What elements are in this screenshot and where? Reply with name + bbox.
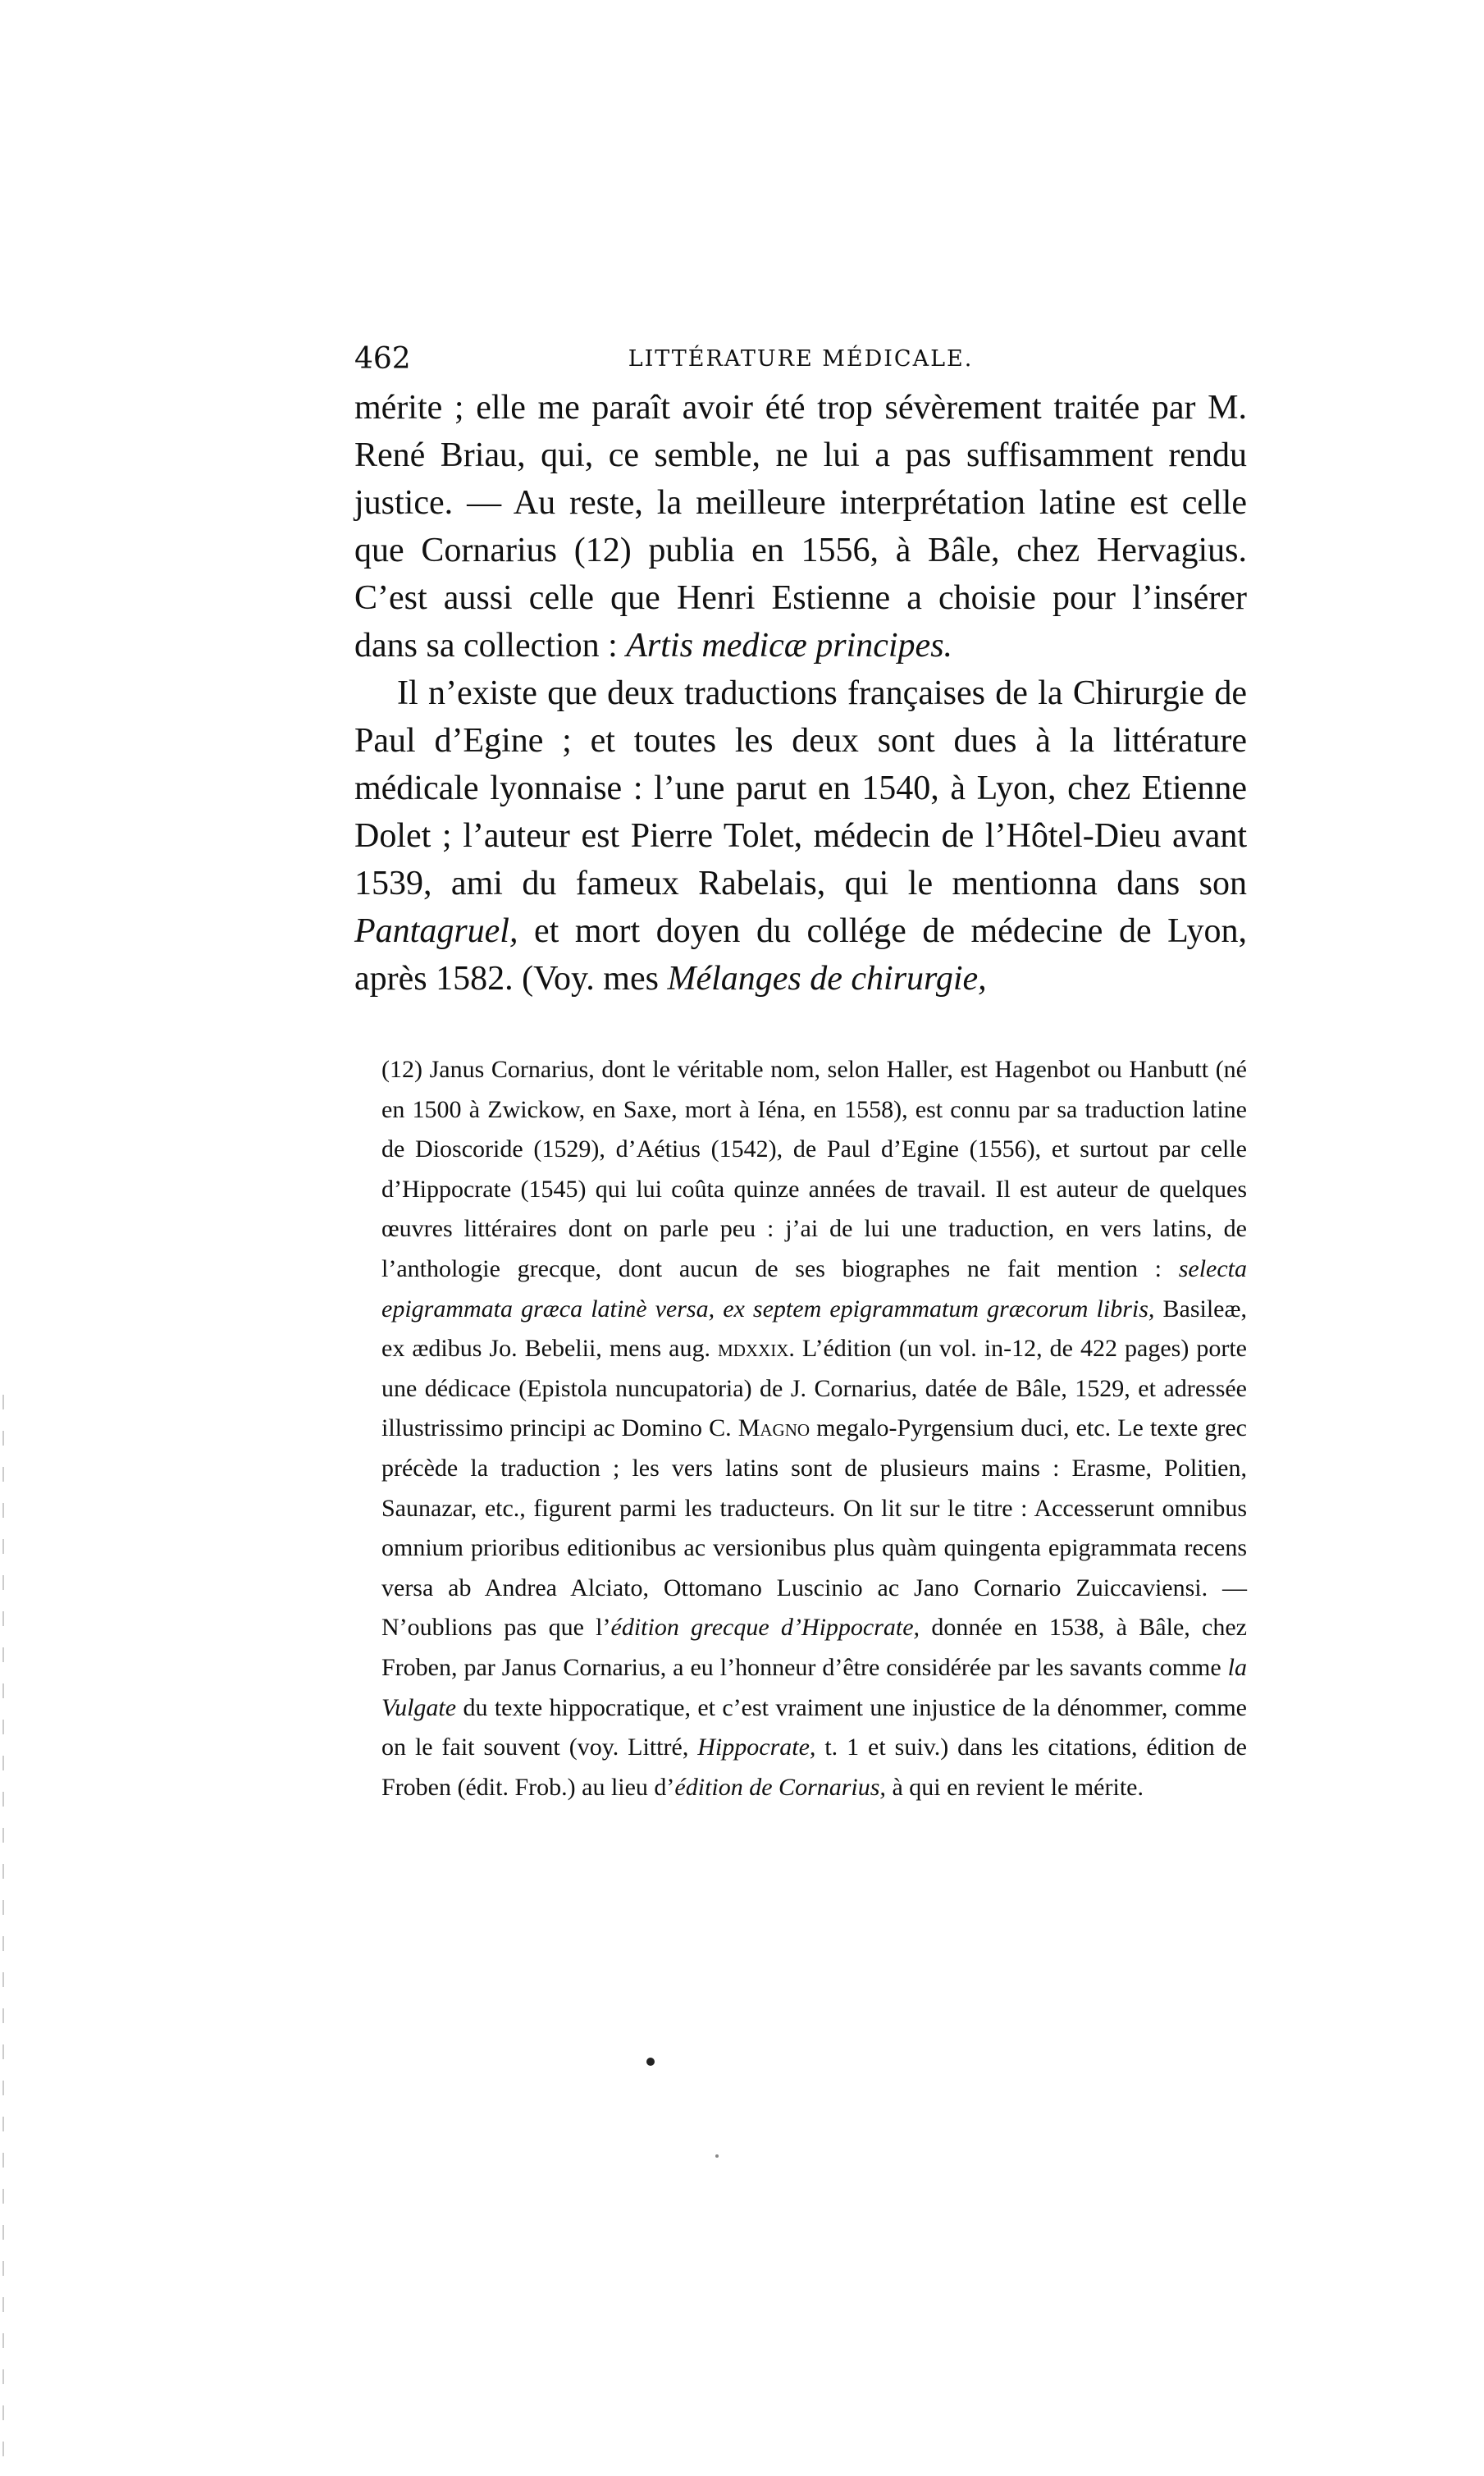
text-run: . L’édition (un vol. in-12, de 422 pages) porte une dédicace (Epistola nuncupatoria) de J. Cornarius, datée de Bâle, 1529, et adressée illustrissimo principi ac Domino C. <box>381 1335 1247 1442</box>
italic-title: Mélanges de chirurgie, <box>667 960 987 998</box>
running-title: LITTÉRATURE MÉDICALE. <box>628 346 974 372</box>
text-run: t. 1 et suiv.) dans les citations, édition de Froben (édit. Frob.) au lieu d’ <box>381 1734 1247 1801</box>
main-text <box>354 384 1247 1003</box>
italic-text: édition grecque d’Hippocrate, <box>610 1614 920 1642</box>
text-run: Basileæ, ex ædibus Jo. Bebelii, mens aug. <box>381 1295 1248 1363</box>
small-caps-name: Magno <box>737 1414 810 1442</box>
ink-speck <box>646 2058 655 2066</box>
small-caps-date: mdxxix <box>718 1335 789 1363</box>
footnote-block <box>381 1050 1247 1807</box>
text-run: du texte hippocratique, et c’est vraiment une injustice de la dénommer, comme on le fait souvent (voy. Littré, <box>381 1693 1247 1761</box>
scan-edge-line <box>2 1395 4 2461</box>
footnote-12 <box>381 1050 1247 1807</box>
italic-title: Artis medicæ principes. <box>626 627 953 665</box>
italic-text: Hippocrate, <box>697 1734 816 1761</box>
paragraph <box>354 384 1247 669</box>
page-number: 462 <box>354 342 411 376</box>
text-run: megalo-Pyrgensium duci, etc. Le texte grec précède la traduction ; les vers latins sont de plusieurs mains : Erasme, Politien, Saunazar, etc., figurent parmi les traducteurs. On lit sur le titre : Accesserunt omnibus omnium prioribus editionibus ac versionibus plus quàm quingenta epigrammata recens versa ab Andrea Alciato, Ottomano Luscinio ac Jano Cornario Zuiccaviensi. — N’oublions pas que l’ <box>381 1414 1247 1642</box>
paragraph <box>354 669 1247 1003</box>
italic-text: selecta epigrammata græca latinè versa, ex septem epigrammatum græcorum libris, <box>381 1254 1247 1323</box>
ink-speck <box>715 2154 719 2158</box>
text-run: à qui en revient le mérite. <box>885 1773 1144 1801</box>
italic-text: édition de Cornarius, <box>674 1773 886 1801</box>
italic-text: la Vulgate <box>381 1653 1247 1721</box>
text-run: (12) Janus Cornarius, dont le véritable nom, selon Haller, est Hagenbot ou Hanbutt (né en 1500 à Zwickow, en Saxe, mort à Iéna, en 1558), est connu par sa traduction latine de Dioscoride (1529), d’Aétius (1542), de Paul d’Egine (1556), et surtout par celle d’Hippocrate (1545) qui lui coûta quinze années de travail. Il est auteur de quelques œuvres littéraires dont on parle peu : j’ai de lui une traduction, en vers latins, de l’anthologie grecque, dont aucun de ses biographes ne fait mention : <box>381 1056 1247 1282</box>
text-run: mérite ; elle me paraît avoir été trop sévèrement traitée par M. René Briau, qui, ce semble, ne lui a pas suffisamment rendu justice. — Au reste, la meilleure interprétation latine est celle que Cornarius (12) publia en 1556, à Bâle, chez Hervagius. C’est aussi celle que Henri Estienne a choisie pour l’insérer dans sa collection : <box>354 389 1247 665</box>
text-run: et mort doyen du collége de médecine de Lyon, après 1582. (Voy. mes <box>354 912 1247 998</box>
text-run: Il n’existe que deux traductions françaises de la Chirurgie de Paul d’Egine ; et toutes les deux sont dues à la littérature médicale lyonnaise : l’une parut en 1540, à Lyon, chez Etienne Dolet ; l’auteur est Pierre Tolet, médecin de l’Hôtel-Dieu avant 1539, ami du fameux Rabelais, qui le mentionna dans son <box>354 674 1247 902</box>
italic-title: Pantagruel, <box>354 912 518 950</box>
page-header <box>354 335 1247 384</box>
text-run: donnée en 1538, à Bâle, chez Froben, par Janus Cornarius, a eu l’honneur d’être considérée par les savants comme <box>381 1614 1247 1681</box>
